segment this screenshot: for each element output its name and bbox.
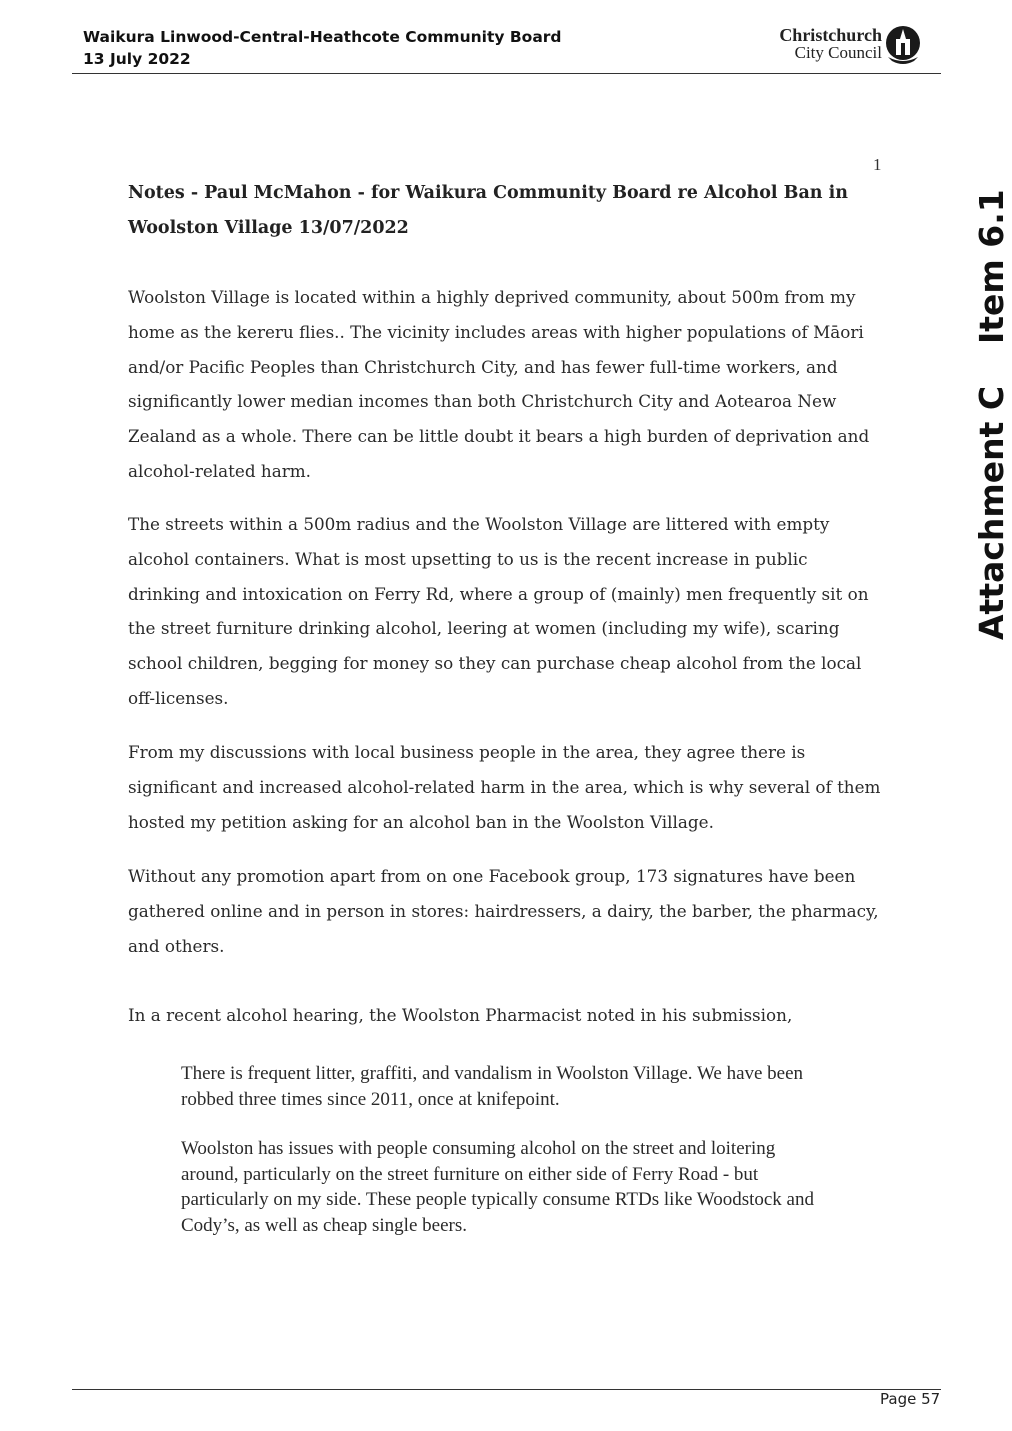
title-line: Notes - Paul McMahon - for Waikura Community Board re Alcohol Ban in xyxy=(128,183,848,203)
document-title xyxy=(128,176,848,246)
text-line: alcohol containers. What is most upsetting to us is the recent increase in public xyxy=(128,548,808,569)
footer-rule xyxy=(72,1389,941,1390)
title-line: Woolston Village 13/07/2022 xyxy=(128,218,409,238)
text-line: and others. xyxy=(128,935,225,956)
quote-2 xyxy=(181,1136,871,1238)
text-line: drinking and intoxication on Ferry Rd, where a group of (mainly) men frequently sit on xyxy=(128,583,869,604)
text-line: In a recent alcohol hearing, the Woolston Pharmacist noted in his submission, xyxy=(128,1005,793,1025)
quote-line: There is frequent litter, graffiti, and vandalism in Woolston Village. We have been xyxy=(181,1063,804,1084)
quote-1 xyxy=(181,1061,871,1112)
page-number: Page 57 xyxy=(880,1390,941,1408)
text-line: hosted my petition asking for an alcohol ban in the Woolston Village. xyxy=(128,811,714,832)
text-line: alcohol-related harm. xyxy=(128,460,311,481)
meeting-date: 13 July 2022 xyxy=(83,50,191,68)
text-line: school children, begging for money so they can purchase cheap alcohol from the local xyxy=(128,653,862,674)
text-line: home as the kereru flies.. The vicinity includes areas with higher populations of Māori xyxy=(128,321,864,342)
text-line: Zealand as a whole. There can be little doubt it bears a high burden of deprivation and xyxy=(128,426,870,447)
quote-line: Cody’s, as well as cheap single beers. xyxy=(181,1214,467,1236)
text-line: From my discussions with local business people in the area, they agree there is xyxy=(128,742,806,762)
paragraph-3 xyxy=(128,735,898,839)
board-name: Waikura Linwood-Central-Heathcote Community Board xyxy=(83,28,562,46)
text-line: significant and increased alcohol-related harm in the area, which is why several of them xyxy=(128,776,881,797)
header xyxy=(83,26,562,70)
logo-line2: City Council xyxy=(794,43,882,62)
paragraph-5 xyxy=(128,998,898,1033)
source-page-number: 1 xyxy=(873,155,882,174)
side-label xyxy=(942,189,1012,640)
item-label: Item 6.1 xyxy=(972,189,1011,344)
text-line: Woolston Village is located within a highly deprived community, about 500m from my xyxy=(128,287,856,307)
paragraph-4 xyxy=(128,859,898,963)
paragraph-2 xyxy=(128,507,898,716)
quote-line: particularly on my side. These people typically consume RTDs like Woodstock and xyxy=(181,1189,814,1210)
quote-line: robbed three times since 2011, once at knifepoint. xyxy=(181,1088,560,1110)
text-line: off-licenses. xyxy=(128,687,229,708)
text-line: significantly lower median incomes than both Christchurch City and Aotearoa New xyxy=(128,391,837,412)
quote-line: Woolston has issues with people consuming alcohol on the street and loitering xyxy=(181,1138,776,1159)
council-logo xyxy=(770,25,922,67)
quote-line: around, particularly on the street furniture on either side of Ferry Road - but xyxy=(181,1163,759,1185)
cathedral-logo-icon xyxy=(884,25,922,65)
text-line: gathered online and in person in stores: hairdressers, a dairy, the barber, the pharmacy, xyxy=(128,900,879,921)
text-line: the street furniture drinking alcohol, leering at women (including my wife), scaring xyxy=(128,618,840,639)
logo-line1: Christchurch xyxy=(779,25,882,45)
header-rule xyxy=(72,73,941,74)
paragraph-1 xyxy=(128,280,898,489)
attachment-label: Attachment C xyxy=(972,385,1011,640)
text-line: and/or Pacific Peoples than Christchurch City, and has fewer full-time workers, and xyxy=(128,356,838,377)
text-line: The streets within a 500m radius and the Woolston Village are littered with empty xyxy=(128,514,830,534)
text-line: Without any promotion apart from on one Facebook group, 173 signatures have been xyxy=(128,866,856,886)
